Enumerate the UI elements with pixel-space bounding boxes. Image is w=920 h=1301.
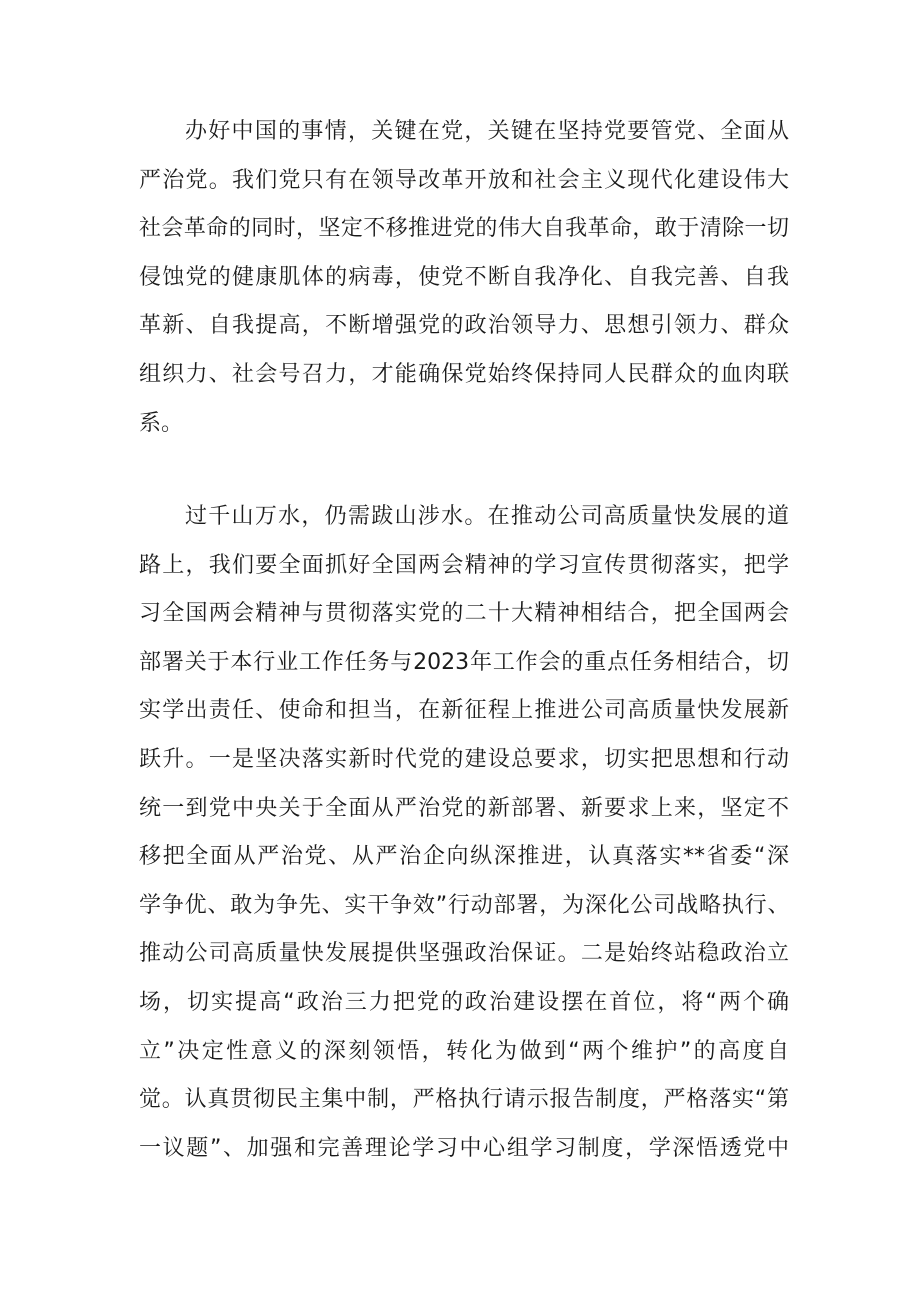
paragraph-1: [139, 108, 789, 448]
text-line: 统一到党中央关于全面从严治党的新部署、新要求上来，坚定不: [139, 795, 789, 821]
text-line: 过千山万水，仍需跋山涉水。在推动公司高质量快发展的道: [185, 504, 789, 529]
text-line: 觉。认真贯彻民主集中制，严格执行请示报告制度，严格落实“第: [139, 1087, 789, 1113]
text-line: 侵蚀党的健康肌体的病毒，使党不断自我净化、自我完善、自我: [139, 264, 789, 290]
text-line: 路上，我们要全面抓好全国两会精神的学习宣传贯彻落实，把学: [139, 552, 789, 578]
text-line: 部署关于本行业工作任务与2023年工作会的重点任务相结合，切: [139, 649, 789, 675]
text-line: 学争优、敢为争先、实干争效”行动部署，为深化公司战略执行、: [139, 892, 789, 918]
text-line: 组织力、社会号召力，才能确保党始终保持同人民群众的血肉联: [139, 361, 789, 387]
text-line: 习全国两会精神与贯彻落实党的二十大精神相结合，把全国两会: [139, 601, 789, 627]
text-line: 社会革命的同时，坚定不移推进党的伟大自我革命，敢于清除一切: [139, 216, 789, 242]
text-line: 系。: [139, 410, 184, 436]
text-line: 革新、自我提高，不断增强党的政治领导力、思想引领力、群众: [139, 313, 789, 339]
text-line: 办好中国的事情，关键在党，关键在坚持党要管党、全面从: [185, 119, 789, 144]
text-line: 一议题”、加强和完善理论学习中心组学习制度，学深悟透党中: [139, 1135, 789, 1161]
paragraph-2: [139, 493, 789, 1173]
text-line: 移把全面从严治党、从严治企向纵深推进，认真落实**省委“深: [139, 844, 789, 870]
text-line: 跃升。一是坚决落实新时代党的建设总要求，切实把思想和行动: [139, 746, 789, 772]
text-line: 场，切实提高“政治三力把党的政治建设摆在首位，将“两个确: [139, 989, 789, 1015]
text-line: 实学出责任、使命和担当，在新征程上推进公司高质量快发展新: [139, 698, 789, 724]
text-line: 推动公司高质量快发展提供坚强政治保证。二是始终站稳政治立: [139, 941, 789, 967]
text-line: 立”决定性意义的深刻领悟，转化为做到“两个维护”的高度自: [139, 1038, 789, 1064]
text-line: 严治党。我们党只有在领导改革开放和社会主义现代化建设伟大: [139, 167, 789, 193]
